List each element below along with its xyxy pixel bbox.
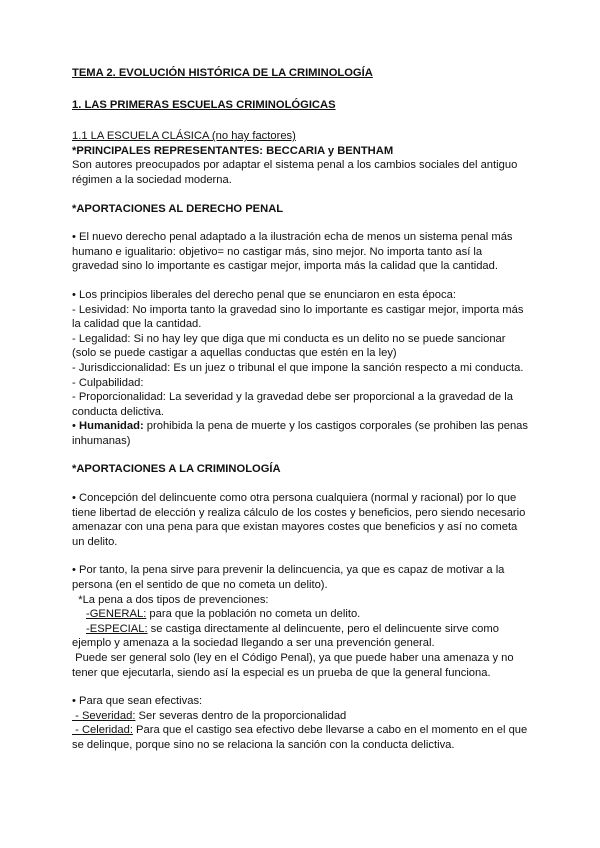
paragraph-line: Puede ser general solo (ley en el Código Penal), ya que puede haber una amenaza y no bbox=[72, 652, 514, 664]
subsection-heading: 1.1 LA ESCUELA CLÁSICA (no hay factores) bbox=[72, 130, 296, 143]
general-text: para que la población no cometa un delito. bbox=[146, 608, 361, 621]
paragraph-line: gravedad sino lo importante es castigar mejor, importa más la calidad que la cantidad. bbox=[72, 260, 498, 273]
paragraph-line: • Por tanto, la pena sirve para prevenir la delincuencia, ya que es capaz de motivar a la bbox=[72, 564, 505, 577]
severidad-text: Ser severas dentro de la proporcionalidad bbox=[135, 709, 347, 722]
paragraph-line: humano e igualitario: objetivo= no castigar más, sino mejor. No importa tanto así la bbox=[72, 245, 483, 258]
humanidad-text: prohibida la pena de muerte y los castigos corporales (se prohiben las penas bbox=[143, 420, 529, 433]
heading-criminologia: *APORTACIONES A LA CRIMINOLOGÍA bbox=[72, 463, 281, 476]
general-label: -GENERAL: bbox=[86, 608, 147, 621]
paragraph-line: - Lesividad: No importa tanto la gravedad sino lo importante es castigar mejor, importa más bbox=[72, 303, 524, 316]
paragraph-line: • Concepción del delincuente como otra persona cualquiera (normal y racional) por lo que bbox=[72, 492, 517, 505]
paragraph-line: persona (en el sentido de que no cometa un delito). bbox=[72, 579, 328, 592]
document-page bbox=[72, 66, 532, 753]
especial-text: se castiga directamente al delincuente, pero el delincuente sirve como bbox=[147, 622, 499, 635]
paragraph-line: - Culpabilidad: bbox=[72, 376, 144, 389]
paragraph-line: amenazar con una pena para que existan mayores costes que beneficios y así no cometa bbox=[72, 521, 518, 534]
paragraph-line: la calidad que la cantidad. bbox=[72, 318, 202, 331]
paragraph-line: ejemplo y amenaza a la sociedad llegando a ser una prevención general. bbox=[72, 637, 435, 650]
celeridad-text: Para que el castigo sea efectivo debe llevarse a cabo en el momento en el que bbox=[132, 724, 528, 737]
celeridad-label: - Celeridad: bbox=[72, 724, 133, 737]
paragraph-line: • Para que sean efectivas: bbox=[72, 695, 203, 708]
severidad-line bbox=[72, 709, 532, 724]
bullet: • bbox=[72, 420, 80, 433]
paragraph-line: • El nuevo derecho penal adaptado a la ilustración echa de menos un sistema penal más bbox=[72, 231, 513, 244]
humanidad-label: Humanidad: bbox=[79, 420, 144, 433]
paragraph-line: - Legalidad: Si no hay ley que diga que mi conducta es un delito no se puede sancionar bbox=[72, 332, 506, 345]
especial-label: -ESPECIAL: bbox=[86, 622, 148, 635]
celeridad-line bbox=[72, 723, 532, 738]
humanidad-line bbox=[72, 419, 532, 434]
paragraph-line: conducta delictiva. bbox=[72, 405, 165, 418]
general-line bbox=[72, 607, 532, 622]
paragraph-line: *La pena a dos tipos de prevenciones: bbox=[72, 593, 269, 606]
paragraph-line: régimen a la sociedad moderna. bbox=[72, 173, 232, 186]
paragraph-line: (solo se puede castigar a aquellas conductas que estén en la ley) bbox=[72, 347, 397, 360]
severidad-label: - Severidad: bbox=[72, 709, 136, 722]
paragraph-line: un delito. bbox=[72, 535, 118, 548]
paragraph-line: • Los principios liberales del derecho penal que se enunciaron en esta época: bbox=[72, 288, 456, 301]
representatives-heading: *PRINCIPALES REPRESENTANTES: BECCARIA y BENTHAM bbox=[72, 144, 394, 157]
paragraph-line: tiene libertad de elección y realiza cálculo de los costes y beneficios, pero siendo necesario bbox=[72, 506, 526, 519]
paragraph-line: Son autores preocupados por adaptar el sistema penal a los cambios sociales del antiguo bbox=[72, 159, 518, 172]
paragraph-line: se delinque, porque sino no se relaciona la sanción con la conducta delictiva. bbox=[72, 738, 455, 751]
paragraph-line: tener que ejecutarla, siendo así la especial es un prueba de que la general funciona. bbox=[72, 666, 491, 679]
paragraph-line: inhumanas) bbox=[72, 434, 131, 447]
heading-derecho-penal: *APORTACIONES AL DERECHO PENAL bbox=[72, 202, 284, 215]
section-heading: 1. LAS PRIMERAS ESCUELAS CRIMINOLÓGICAS bbox=[72, 98, 336, 111]
document-title: TEMA 2. EVOLUCIÓN HISTÓRICA DE LA CRIMINOLOGÍA bbox=[72, 67, 373, 79]
especial-line bbox=[72, 622, 532, 637]
paragraph-line: - Proporcionalidad: La severidad y la gravedad debe ser proporcional a la gravedad de la bbox=[72, 391, 513, 404]
paragraph-line: - Jurisdiccionalidad: Es un juez o tribunal el que impone la sanción respecto a mi conducta. bbox=[72, 361, 524, 374]
